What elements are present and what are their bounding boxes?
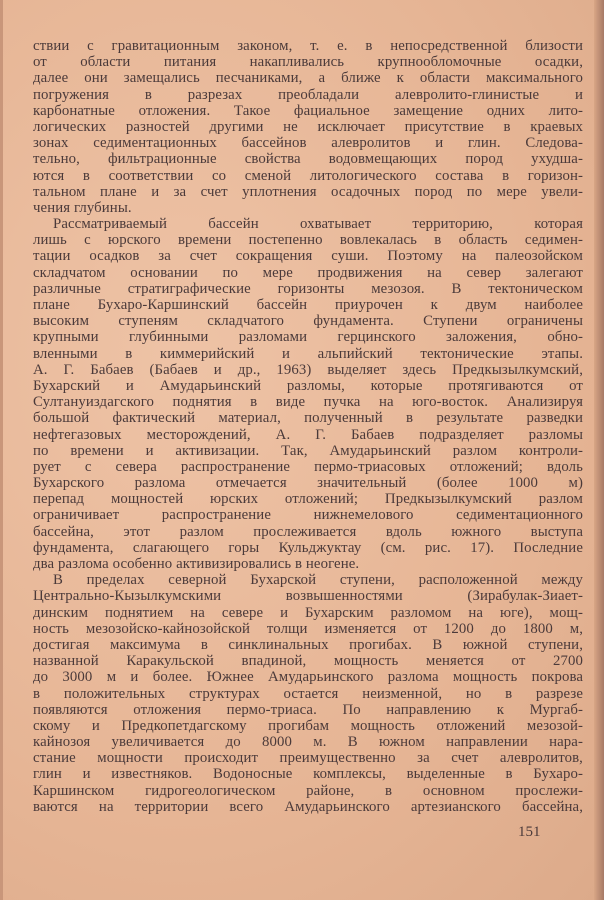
text-line: стание мощности происходит преимущественно за счет алевролитов, <box>33 750 583 767</box>
text-line: В пределах северной Бухарской ступени, расположенной между <box>53 572 583 589</box>
text-line: достигая максимума в синклинальных прогибах. В южной ступени, <box>33 636 583 653</box>
text-line: глин и известняков. Водоносные комплексы, выделенные в Бухаро- <box>33 766 583 783</box>
text-line: динским поднятием на севере и Бухарским разломом на юге), мощ- <box>33 604 583 621</box>
page-edge-left <box>0 0 3 900</box>
paragraph <box>33 38 583 216</box>
text-line: А. Г. Бабаев (Бабаев и др., 1963) выделяет здесь Предкызылкумский, <box>33 361 583 378</box>
page-number: 151 <box>518 824 541 840</box>
text-line: Султануиздагского поднятия в виде пучка на юго-восток. Анализируя <box>33 394 583 411</box>
text-line: названной Каракульской впадиной, мощность меняется от 2700 <box>33 653 583 670</box>
text-line: Бухарский и Амударьинский разломы, которые протягиваются от <box>33 377 583 394</box>
text-line: тации осадков за счет сокращения суши. Поэтому на палеозойском <box>33 248 583 265</box>
text-line: перепад мощностей юрских отложений; Предкызылкумский разлом <box>33 491 583 508</box>
text-line: плане Бухаро-Каршинский бассейн приурочен к двум наиболее <box>33 297 583 313</box>
text-line: вленными в киммерийский и альпийский тектонические этапы. <box>33 345 583 362</box>
text-line: зонах седиментационных бассейнов алевролитов и глин. Следова- <box>33 135 583 152</box>
text-line: тальном плане и за счет уплотнения осадочных пород по мере увели- <box>33 183 583 200</box>
text-line: складчатом основании по мере продвижения на север залегают <box>33 264 583 281</box>
page-edge-right <box>594 0 604 900</box>
text-line: карбонатные отложения. Такое фациальное замещение одних лито- <box>33 102 583 119</box>
text-line: крупными глубинными разломами герцинского заложения, обно- <box>33 329 583 346</box>
text-line: Центрально-Кызылкумскими возвышенностями (Зирабулак-Зиает- <box>33 588 583 605</box>
text-line: ность мезозойско-кайнозойской толщи изменяется от 1200 до 1800 м, <box>33 620 583 637</box>
text-line: фундамента, слагающего горы Кульджуктау (см. рис. 17). Последние <box>33 539 583 556</box>
text-line: появляются отложения пермо-триаса. По направлению к Мургаб- <box>33 701 583 718</box>
text-line: далее они замещались песчаниками, а ближе к области максимального <box>33 70 583 87</box>
text-line: ются в соответствии со сменой литологического состава в горизон- <box>33 167 583 184</box>
text-line: в положительных структурах остается неизменной, но в разрезе <box>33 685 583 702</box>
paragraph <box>33 572 583 815</box>
text-line: два разлома особенно активизировались в неогене. <box>33 556 360 572</box>
text-line: ограничивает распространение нижнемелового седиментационного <box>33 507 583 524</box>
text-line: погружения в разрезах преобладали алевролито-глинистые и <box>33 86 583 103</box>
text-line: ствии с гравитационным законом, т. е. в непосредственной близости <box>33 38 583 54</box>
text-line: скому и Предкопетдагскому прогибам мощность отложений мезозой- <box>33 717 583 734</box>
text-line: логических разностей другими не исключает присутствие в краевых <box>33 118 583 135</box>
text-line: от области питания накапливались крупнообломочные осадки, <box>33 54 583 71</box>
text-line: до 3000 м и более. Южнее Амударьинского разлома мощность покрова <box>33 669 583 686</box>
text-line: Бухарского разлома отмечается значительный (более 1000 м) <box>33 475 583 492</box>
text-line: Рассматриваемый бассейн охватывает территорию, которая <box>53 216 583 233</box>
text-line: чения глубины. <box>33 199 132 216</box>
text-line: тельно, фильтрационные свойства водовмещающих пород ухудша- <box>33 151 583 168</box>
text-line: ваются на территории всего Амударьинского артезианского бассейна, <box>33 798 583 815</box>
body-text <box>33 38 583 815</box>
text-line: рует с севера распространение пермо-триасовых отложений; вдоль <box>33 458 583 475</box>
text-line: лишь с юрского времени постепенно вовлекалась в область седимен- <box>33 232 583 249</box>
text-line: бассейна, этот разлом прослеживается вдоль южного выступа <box>33 523 583 540</box>
text-line: высоким ступеням складчатого фундамента. Ступени ограничены <box>33 313 583 330</box>
text-line: по времени и активизации. Так, Амударьинский разлом контроли- <box>33 442 583 459</box>
text-line: нефтегазовых месторождений, А. Г. Бабаев подразделяет разломы <box>33 426 583 443</box>
text-line: большой фактический материал, полученный в результате разведки <box>33 410 583 427</box>
paragraph <box>33 216 583 572</box>
text-line: Каршинском гидрогеологическом районе, в основном прослежи- <box>33 782 583 799</box>
text-line: кайнозоя увеличивается до 8000 м. В южном направлении нара- <box>33 734 583 751</box>
text-line: различные стратиграфические горизонты мезозоя. В тектоническом <box>33 280 583 297</box>
